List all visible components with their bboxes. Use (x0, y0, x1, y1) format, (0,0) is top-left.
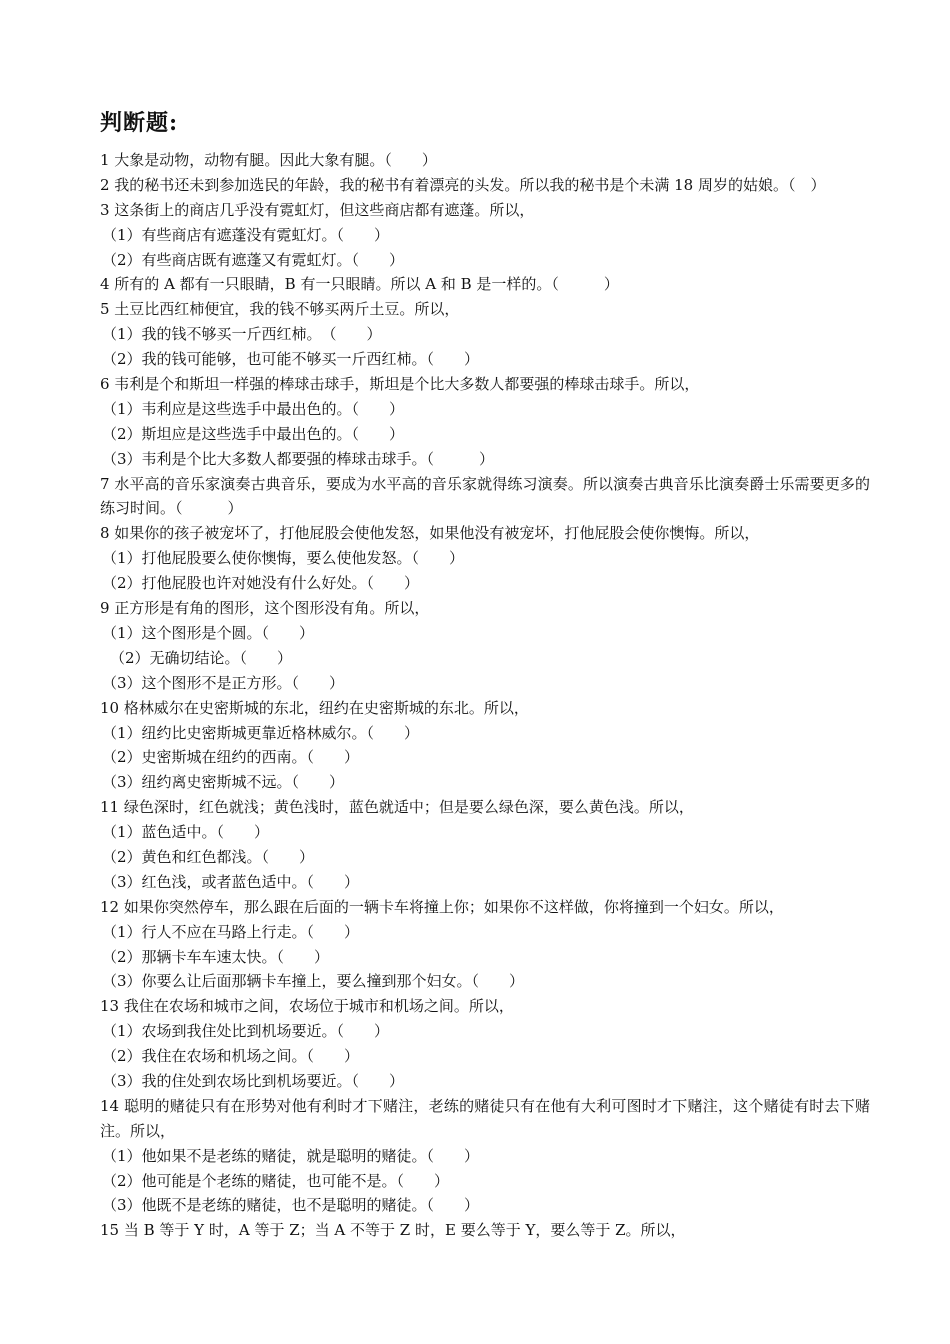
option-line: （3）韦利是个比大多数人都要强的棒球击球手。（ ） (102, 449, 495, 468)
question-line: 8 如果你的孩子被宠坏了，打他屁股会使他发怒，如果他没有被宠坏，打他屁股会使你懊悔。所以， (100, 524, 760, 543)
option-line: （1）这个图形是个圆。（ ） (102, 623, 315, 642)
question-line: 9 正方形是有角的图形，这个图形没有角。所以， (100, 599, 430, 618)
option-line: （3）你要么让后面那辆卡车撞上，要么撞到那个妇女。（ ） (102, 972, 525, 991)
option-line: （2）那辆卡车车速太快。（ ） (102, 947, 330, 966)
option-line: （1）纽约比史密斯城更靠近格林威尔。（ ） (102, 723, 420, 742)
option-line: （1）行人不应在马路上行走。（ ） (102, 922, 360, 941)
question-line: 3 这条街上的商店几乎没有霓虹灯，但这些商店都有遮蓬。所以， (100, 200, 535, 219)
question-line: 15 当 B 等于 Y 时，A 等于 Z；当 A 不等于 Z 时，E 要么等于 Y，要么等于 Z。所以， (100, 1221, 686, 1240)
option-line: （1）蓝色适中。（ ） (102, 823, 270, 842)
page-title: 判断题: (100, 110, 179, 136)
option-line: （1）韦利应是这些选手中最出色的。（ ） (102, 399, 405, 418)
option-line: （3）红色浅，或者蓝色适中。（ ） (102, 872, 360, 891)
option-line: （2）我住在农场和机场之间。（ ） (102, 1047, 360, 1066)
question-line: 2 我的秘书还未到参加选民的年龄，我的秘书有着漂亮的头发。所以我的秘书是个未满 18 周岁的姑娘。（ ） (100, 175, 826, 194)
option-line: （1）有些商店有遮蓬没有霓虹灯。（ ） (102, 225, 390, 244)
option-line: （2）打他屁股也许对她没有什么好处。（ ） (102, 574, 420, 593)
question-line: 5 土豆比西红柿便宜，我的钱不够买两斤土豆。所以， (100, 300, 460, 319)
option-line: （3）他既不是老练的赌徒，也不是聪明的赌徒。（ ） (102, 1196, 480, 1215)
option-line: （1）我的钱不够买一斤西红柿。 （ ） (102, 325, 382, 344)
question-line: 4 所有的 A 都有一只眼睛，B 有一只眼睛。所以 A 和 B 是一样的。（ ） (100, 275, 619, 294)
question-line: 13 我住在农场和城市之间，农场位于城市和机场之间。所以， (100, 997, 514, 1016)
option-line: （2）我的钱可能够，也可能不够买一斤西红柿。（ ） (102, 350, 480, 369)
question-line: 11 绿色深时，红色就浅；黄色浅时，蓝色就适中；但是要么绿色深，要么黄色浅。所以， (100, 798, 694, 817)
question-line: 12 如果你突然停车，那么跟在后面的一辆卡车将撞上你；如果你不这样做，你将撞到一个妇女。所以， (100, 897, 784, 916)
question-line: 6 韦利是个和斯坦一样强的棒球击球手，斯坦是个比大多数人都要强的棒球击球手。所以， (100, 375, 700, 394)
question-line: 10 格林威尔在史密斯城的东北，纽约在史密斯城的东北。所以， (100, 698, 529, 717)
question-line: 7 水平高的音乐家演奏古典音乐，要成为水平高的音乐家就得练习演奏。所以演奏古典音乐比演奏爵士乐需要更多的练习时间。（ ） (100, 474, 870, 518)
option-line: （2）有些商店既有遮蓬又有霓虹灯。（ ） (102, 250, 405, 269)
option-line: （2）他可能是个老练的赌徒，也可能不是。（ ） (102, 1171, 450, 1190)
question-list (100, 148, 870, 1243)
option-line: （2）无确切结论。（ ） (110, 648, 293, 667)
option-line: （2）史密斯城在纽约的西南。（ ） (102, 748, 360, 767)
option-line: （1）打他屁股要么使你懊悔，要么使他发怒。（ ） (102, 549, 465, 568)
option-line: （3）纽约离史密斯城不远。（ ） (102, 773, 345, 792)
option-line: （2）黄色和红色都浅。（ ） (102, 847, 315, 866)
question-line: 14 聪明的赌徒只有在形势对他有利时才下赌注，老练的赌徒只有在他有大利可图时才下赌注，这个赌徒有时去下赌注。所以， (100, 1096, 870, 1140)
option-line: （3）这个图形不是正方形。（ ） (102, 673, 345, 692)
option-line: （1）农场到我住处比到机场要近。（ ） (102, 1022, 390, 1041)
option-line: （3）我的住处到农场比到机场要近。（ ） (102, 1071, 405, 1090)
question-line: 1 大象是动物，动物有腿。因此大象有腿。（ ） (100, 151, 437, 169)
option-line: （2）斯坦应是这些选手中最出色的。（ ） (102, 424, 405, 443)
option-line: （1）他如果不是老练的赌徒，就是聪明的赌徒。（ ） (102, 1146, 480, 1165)
